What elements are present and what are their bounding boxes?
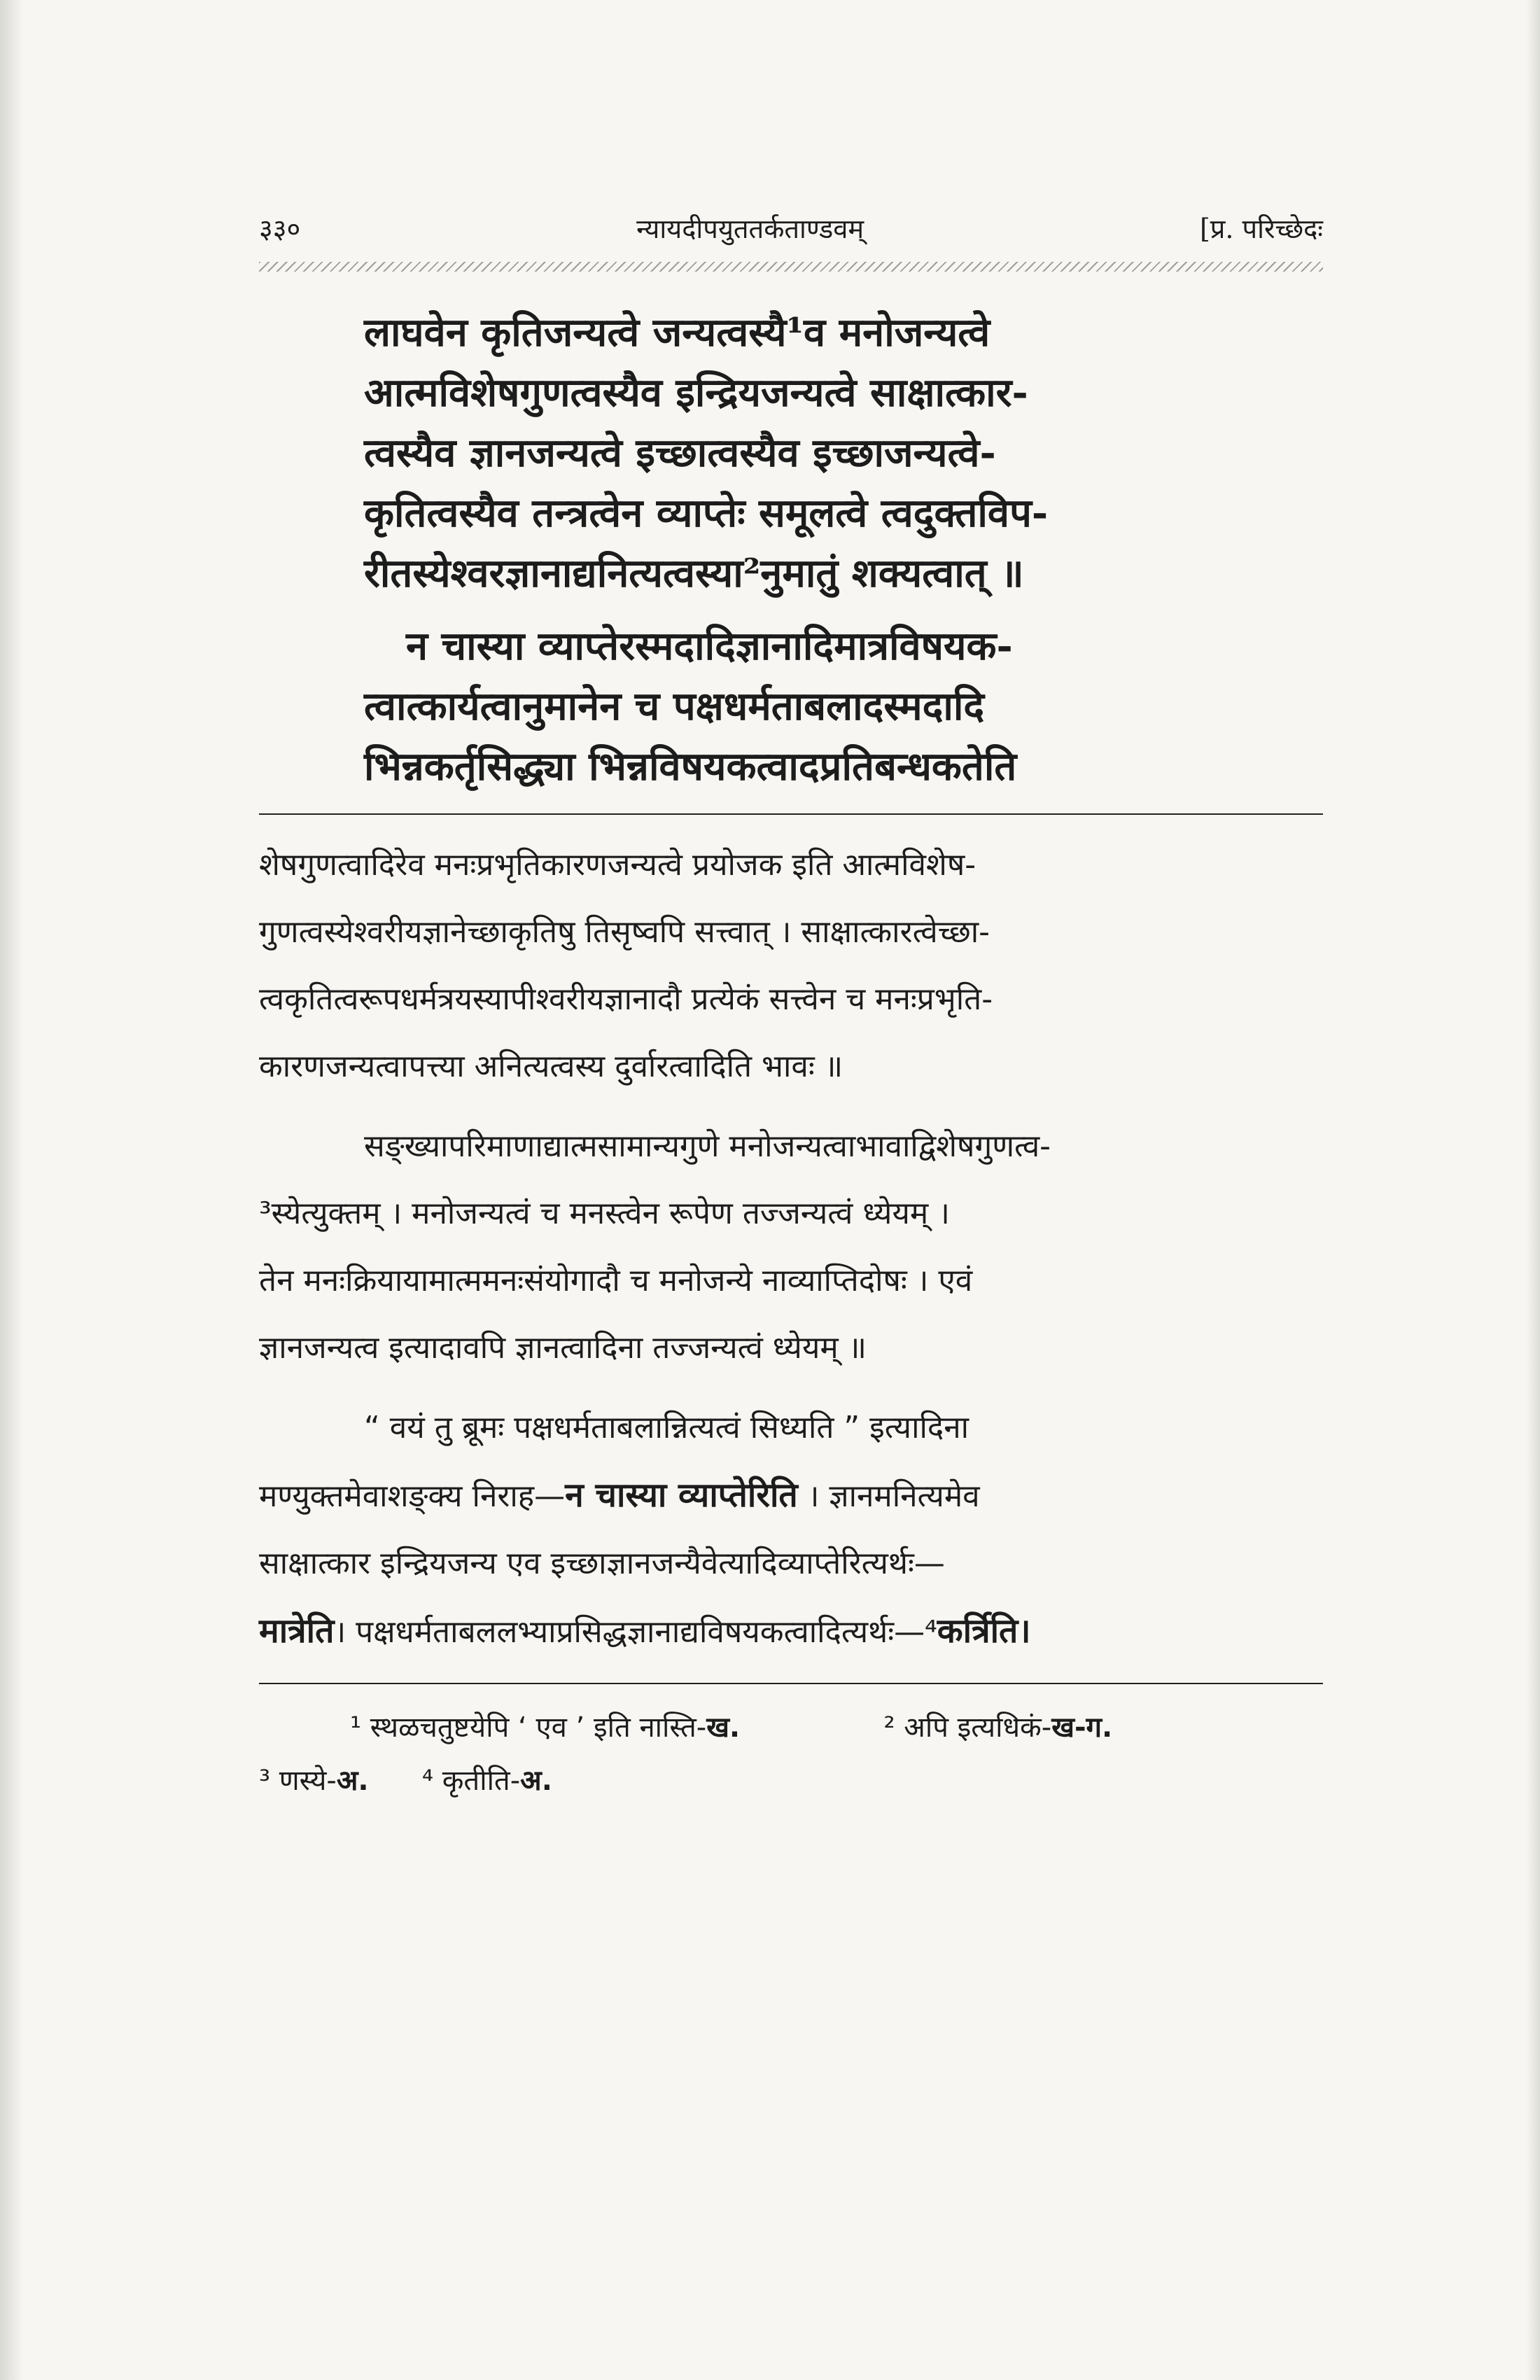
footnotes-block [259,1701,1323,1807]
commentary-line: ³स्येत्युक्तम् । मनोजन्यत्वं च मनस्त्वेन रूपेण तज्जन्यत्वं ध्येयम् । [259,1196,950,1231]
commentary-line: सङ्ख्यापरिमाणाद्यात्मसामान्यगुणे मनोजन्यत्वाभावाद्विशेषगुणत्व- [364,1128,1051,1164]
page-number: ३३० [259,214,301,244]
running-header [259,210,1323,259]
footnote-line [259,1754,1323,1807]
commentary-line: गुणत्वस्येश्वरीयज्ञानेच्छाकृतिषु तिसृष्वपि सत्त्वात् । साक्षात्कारत्वेच्छा- [259,914,990,950]
scan-edge-left [0,0,24,2380]
section-label: [प्र. परिच्छेदः [1199,214,1323,244]
footnote-2: ² अपि इत्यधिकं- [883,1712,1052,1744]
verse-line: त्वात्कार्यत्वानुमानेन च पक्षधर्मताबलादस्मदादि [364,683,985,729]
footnote-divider [259,1683,1323,1684]
commentary-line [259,1462,1323,1530]
scan-edge-right [1526,0,1540,2380]
footnote-3: ³ णस्ये- [259,1765,337,1797]
footnote-4: ⁴ कृतीति- [421,1765,521,1797]
verse-line: रीतस्येश्वरज्ञानाद्यनित्यत्वस्या²नुमातुं शक्यत्वात् ॥ [364,550,1024,596]
verse-line: कृतित्वस्यैव तन्त्रत्वेन व्याप्तेः समूलत्वे त्वदुक्तविप- [364,490,1049,536]
header-wavy-rule [259,262,1323,272]
commentary-line: ज्ञानजन्यत्व इत्यादावपि ज्ञानत्वादिना तज्जन्यत्वं ध्येयम् ॥ [259,1330,867,1366]
verse-block [259,302,1323,797]
commentary-line [259,1597,1323,1666]
footnote-line [259,1701,1323,1754]
commentary-line: साक्षात्कार इन्द्रियजन्य एव इच्छाज्ञानजन्यैवेत्यादिव्याप्तेरित्यर्थः— [259,1546,945,1581]
commentary-text: । पक्षधर्मताबललभ्याप्रसिद्धज्ञानाद्यविषयकत्वादित्यर्थः—⁴ [334,1614,937,1650]
running-title: न्यायदीपयुततर्कताण्डवम् [636,214,864,244]
verse-line: भिन्नकर्तृसिद्ध्या भिन्नविषयकत्वादप्रतिबन्धकतेति [364,743,1017,790]
footnote-3-source: अ. [336,1765,369,1797]
commentary-lemma: मात्रेति [259,1611,335,1651]
commentary-text: मण्युक्तमेवाशङ्क्य निराह— [259,1478,566,1514]
book-page [259,210,1323,1807]
commentary-text: । ज्ञानमनित्यमेव [797,1478,980,1514]
commentary-line: तेन मनःक्रियायामात्ममनःसंयोगादौ च मनोजन्ये नाव्याप्तिदोषः । एवं [259,1263,973,1298]
commentary-lemma: न चास्या व्याप्तेरिति [565,1476,798,1515]
commentary-line: कारणजन्यत्वापत्त्या अनित्यत्वस्य दुर्वारत्वादिति भावः ॥ [259,1049,844,1084]
commentary-line: शेषगुणत्वादिरेव मनःप्रभृतिकारणजन्यत्वे प्रयोजक इति आत्मविशेष- [259,847,976,883]
verse-line: न चास्या व्याप्तेरस्मदादिज्ञानादिमात्रविषयक- [406,623,1013,669]
verse-line: आत्मविशेषगुणत्वस्यैव इन्द्रियजन्यत्वे साक्षात्कार- [364,370,1028,416]
commentary-line: त्वकृतित्वरूपधर्मत्रयस्यापीश्वरीयज्ञानादौ प्रत्येकं सत्त्वेन च मनःप्रभृति- [259,981,993,1017]
commentary-line: “ वयं तु ब्रूमः पक्षधर्मताबलान्नित्यत्वं सिध्यति ” इत्यादिना [364,1410,969,1446]
footnote-1: ¹ स्थळचतुष्टयेपि ‘ एव ’ इति नास्ति- [350,1712,707,1744]
verse-commentary-divider [259,813,1323,815]
footnote-4-source: अ. [520,1765,552,1797]
commentary-lemma: कर्त्रिति। [937,1611,1031,1651]
footnote-1-source: ख. [706,1712,741,1744]
commentary-block [259,832,1323,1666]
footnote-2-source: ख-ग. [1051,1712,1113,1744]
verse-line: त्वस्यैव ज्ञानजन्यत्वे इच्छात्वस्यैव इच्छाजन्यत्वे- [364,430,996,476]
verse-line: लाघवेन कृतिजन्यत्वे जन्यत्वस्यै¹व मनोजन्यत्वे [364,309,990,356]
